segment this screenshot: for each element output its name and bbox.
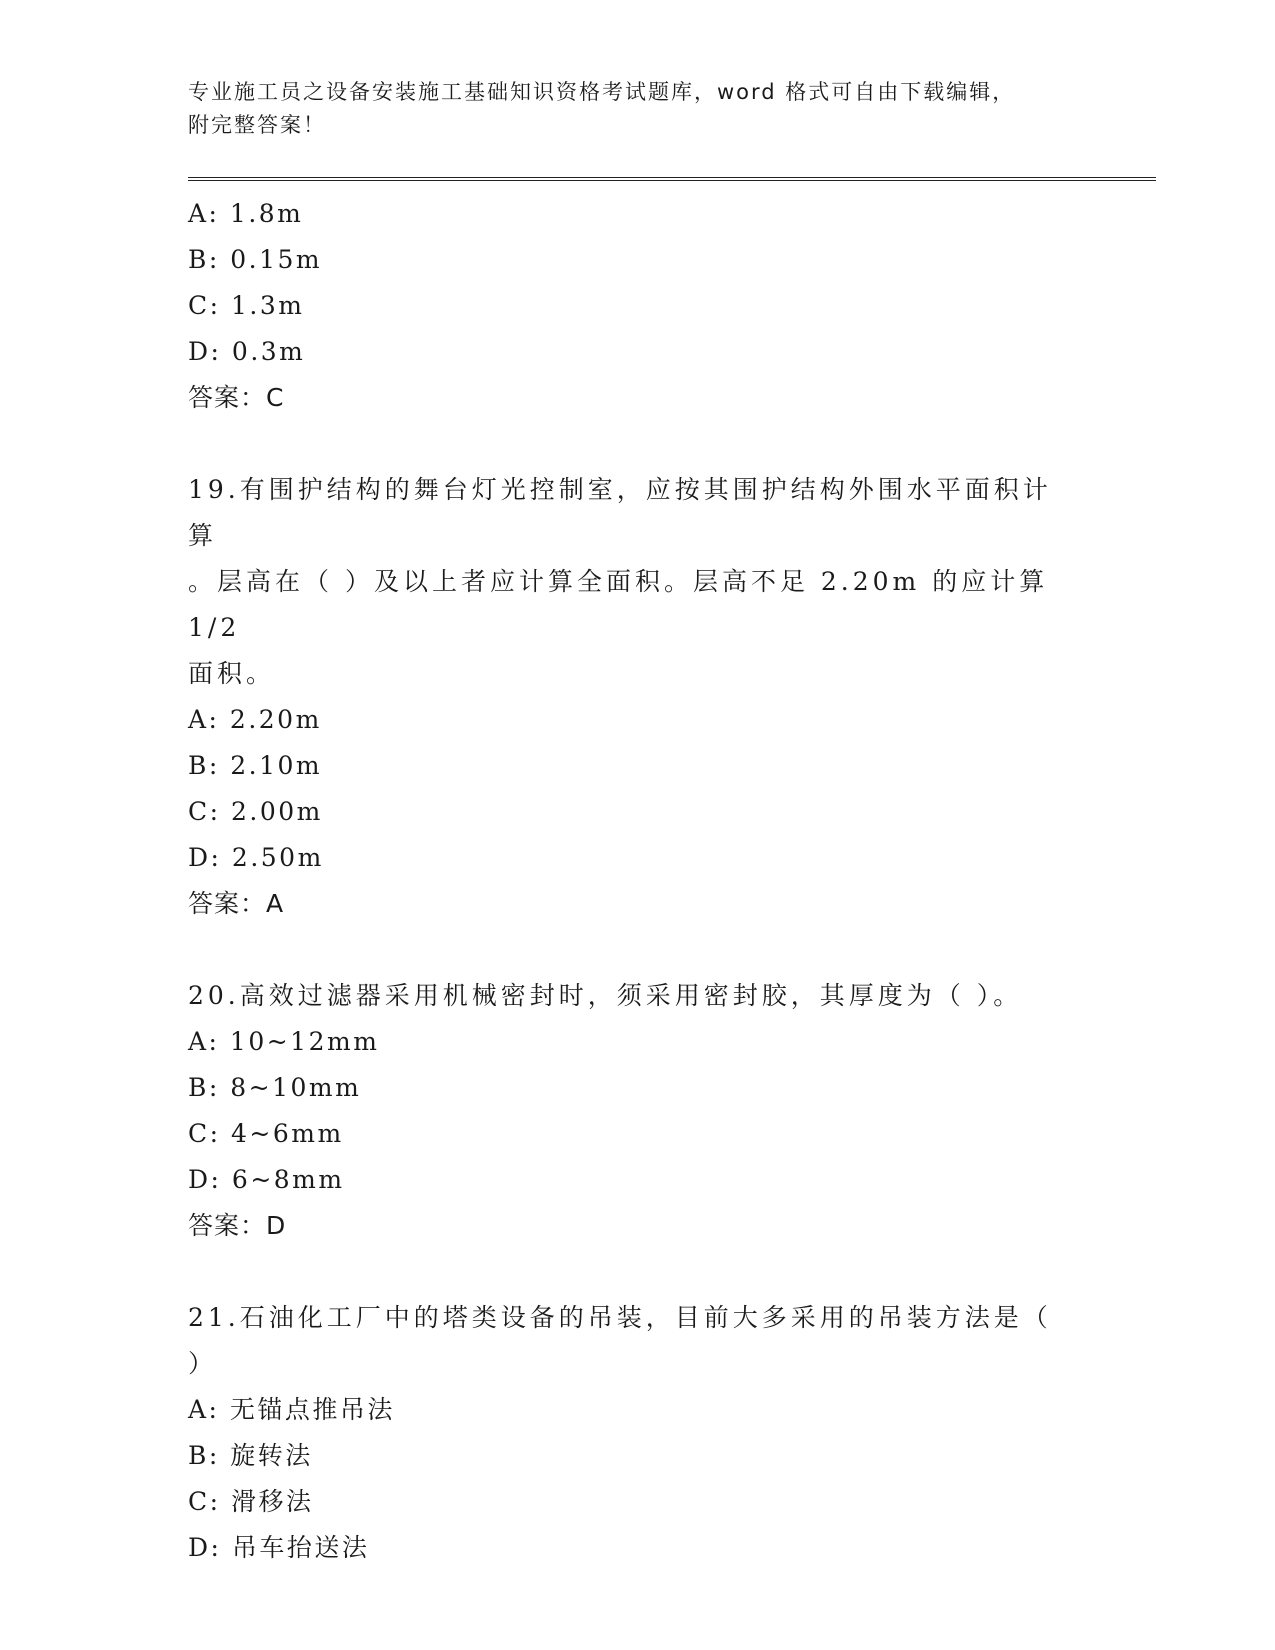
option-a: A: 1.8m [188, 199, 304, 228]
answer-line: 答案：D [188, 1211, 287, 1240]
header-line-1: 专业施工员之设备安装施工基础知识资格考试题库，word 格式可自由下载编辑， [188, 80, 1016, 104]
option-c: C: 2.00m [188, 797, 323, 826]
option-b: B: 0.15m [188, 245, 323, 274]
header-divider [188, 177, 1156, 181]
question-text-line: 20.高效过滤器采用机械密封时，须采用密封胶，其厚度为（ ）。 [188, 981, 1023, 1010]
option-d: D: 6~8mm [188, 1165, 345, 1194]
option-a: A: 10~12mm [188, 1027, 380, 1056]
spacer [188, 1249, 1088, 1295]
answer-line: 答案：A [188, 889, 285, 918]
question-text-line: 面积。 [188, 659, 276, 688]
option-d: D: 0.3m [188, 337, 306, 366]
document-body [188, 191, 1088, 1571]
spacer [188, 927, 1088, 973]
question-text-line: 。层高在（ ）及以上者应计算全面积。层高不足 2.20m 的应计算 1/2 [188, 567, 1049, 642]
question-text-line: 21.石油化工厂中的塔类设备的吊装，目前大多采用的吊装方法是（ [188, 1303, 1052, 1332]
question-block-previous [188, 191, 1088, 421]
option-a: A: 无锚点推吊法 [188, 1395, 395, 1424]
option-c: C: 1.3m [188, 291, 305, 320]
option-c: C: 滑移法 [188, 1487, 314, 1516]
option-d: D: 吊车抬送法 [188, 1533, 370, 1562]
question-block-21 [188, 1295, 1088, 1571]
question-block-20 [188, 973, 1088, 1249]
header-line-2: 附完整答案！ [188, 113, 326, 137]
document-header [188, 76, 1068, 142]
option-c: C: 4~6mm [188, 1119, 344, 1148]
question-text-line: 19.有围护结构的舞台灯光控制室，应按其围护结构外围水平面积计算 [188, 475, 1052, 550]
option-a: A: 2.20m [188, 705, 322, 734]
question-block-19 [188, 467, 1088, 927]
question-text-line: ） [188, 1349, 218, 1378]
option-b: B: 2.10m [188, 751, 323, 780]
answer-line: 答案：C [188, 383, 285, 412]
option-b: B: 旋转法 [188, 1441, 313, 1470]
spacer [188, 421, 1088, 467]
option-d: D: 2.50m [188, 843, 324, 872]
option-b: B: 8~10mm [188, 1073, 362, 1102]
